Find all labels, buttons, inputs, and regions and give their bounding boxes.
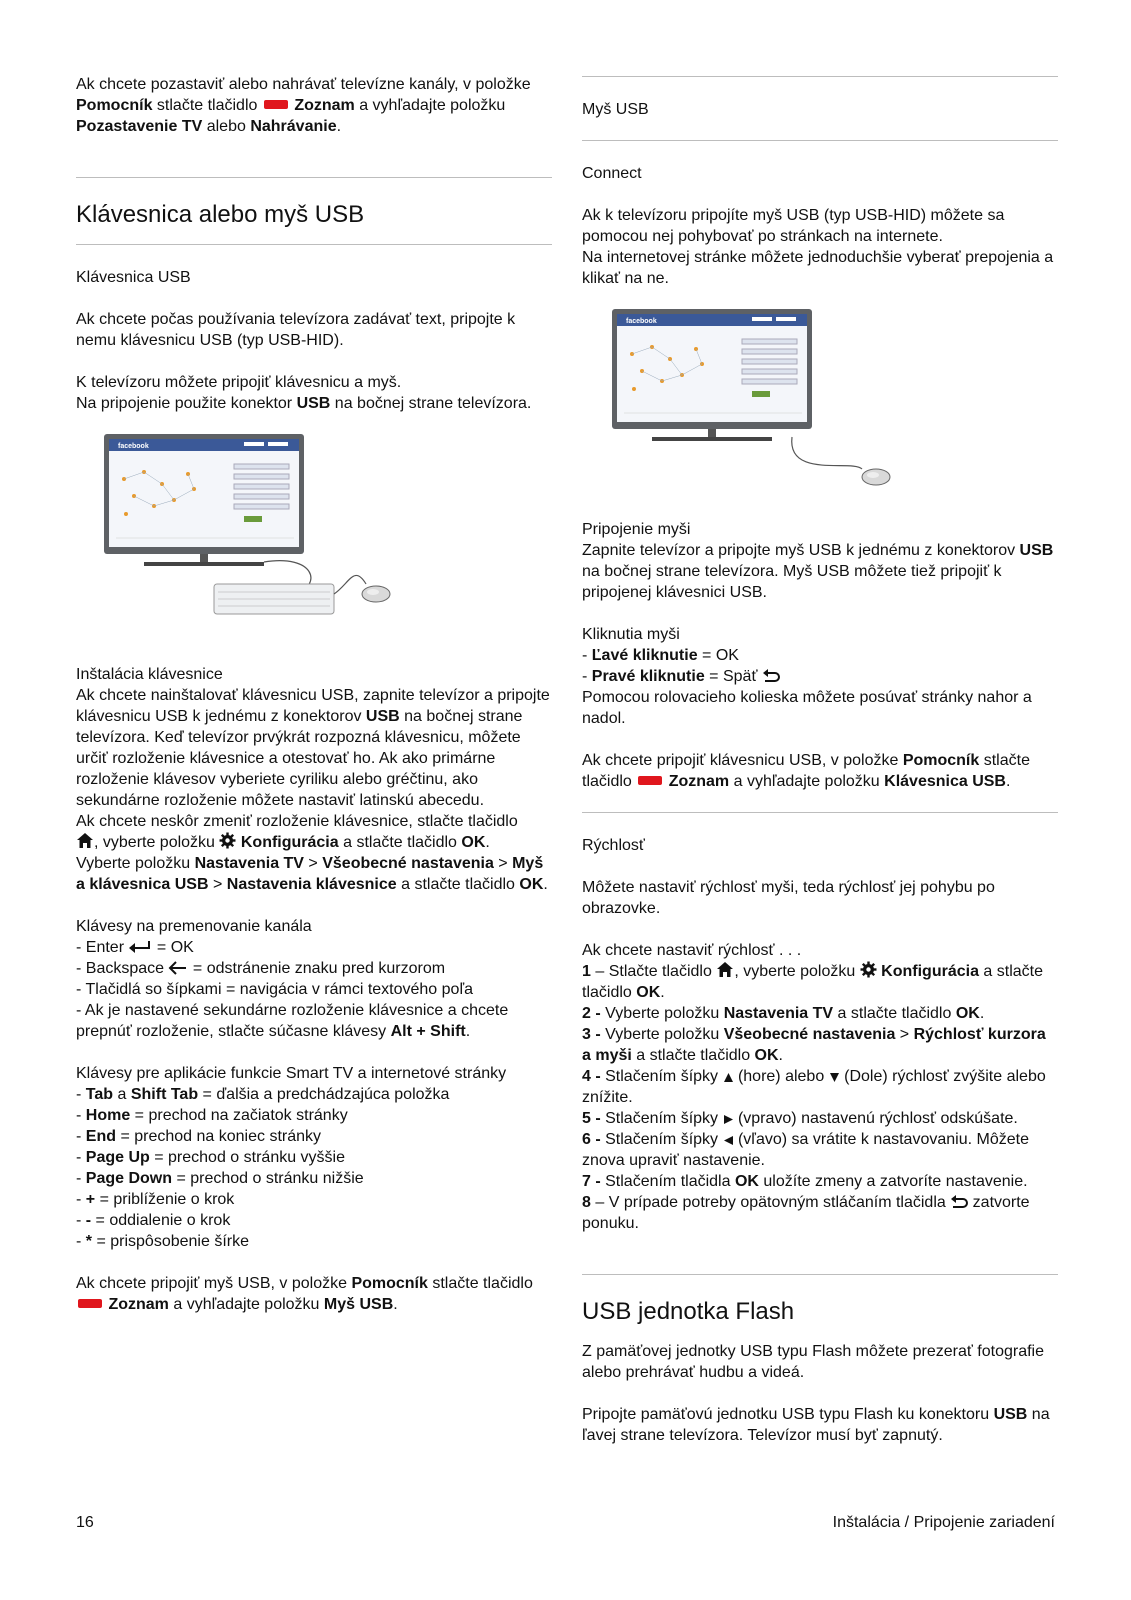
gear-icon bbox=[860, 961, 877, 978]
left-click-line: - Ľavé kliknutie = OK bbox=[582, 647, 739, 664]
list-item: - Page Down = prechod o stránku nižšie bbox=[76, 1170, 364, 1187]
footer-section: Inštalácia / Pripojenie zariadení bbox=[832, 1514, 1055, 1531]
step-6: 6 - Stlačením šípky (vľavo) sa vrátite k nastavovaniu. Môžete znova upraviť nastavenie. bbox=[582, 1131, 1029, 1169]
red-button-icon bbox=[78, 1299, 102, 1308]
left-column bbox=[76, 74, 552, 1315]
flash-paragraph: Z pamäťovej jednotky USB typu Flash môžete prezerať fotografie alebo prehrávať hudbu a videá. bbox=[582, 1343, 1044, 1381]
rename-arrows: - Tlačidlá so šípkami = navigácia v rámci textového poľa bbox=[76, 981, 473, 998]
step-8: 8 – V prípade potreby opätovným stláčaním tlačidla zatvorte ponuku. bbox=[582, 1194, 1030, 1232]
right-click-line: - Pravé kliknutie = Späť bbox=[582, 666, 1058, 687]
list-item: - Tab a Shift Tab = ďalšia a predchádzajúca položka bbox=[76, 1086, 450, 1103]
divider bbox=[582, 76, 1058, 77]
mouse-help-paragraph: Ak chcete pripojiť myš USB, v položke Pomocník stlačte tlačidlo Zoznam a vyhľadajte položku Myš USB. bbox=[76, 1275, 533, 1313]
right-column bbox=[582, 74, 1058, 1446]
connect-heading: Connect bbox=[582, 165, 642, 182]
list-item: - * = prispôsobenie šírke bbox=[76, 1233, 249, 1250]
rename-enter: - Enter = OK bbox=[76, 939, 194, 956]
smart-subheading: Klávesy pre aplikácie funkcie Smart TV a internetové stránky bbox=[76, 1065, 507, 1082]
mouse-intro-paragraph: Ak k televízoru pripojíte myš USB (typ USB-HID) môžete sa pomocou nej pohybovať po stránkach na internete. bbox=[582, 207, 1005, 245]
triangle-right-icon bbox=[723, 1114, 734, 1125]
section-title: Klávesnica alebo myš USB bbox=[76, 201, 365, 228]
triangle-down-icon bbox=[829, 1072, 840, 1083]
tv-mouse-illustration bbox=[582, 289, 1058, 519]
step-1: 1 – Stlačte tlačidlo , vyberte položku Konfigurácia a stlačte tlačidlo OK. bbox=[582, 963, 1043, 1001]
backspace-arrow-icon bbox=[168, 961, 188, 975]
subheading-mouse: Myš USB bbox=[582, 101, 649, 118]
rename-subheading: Klávesy na premenovanie kanála bbox=[76, 918, 312, 935]
back-arrow-icon bbox=[950, 1195, 968, 1209]
back-arrow-icon bbox=[762, 669, 780, 683]
subheading-keyboard: Klávesnica USB bbox=[76, 269, 191, 286]
list-item: - + = priblíženie o krok bbox=[76, 1191, 235, 1208]
step-4: 4 - Stlačením šípky (hore) alebo (Dole) rýchlosť zvýšite alebo znížite. bbox=[582, 1068, 1046, 1106]
triangle-up-icon bbox=[723, 1072, 734, 1083]
connector-paragraph: Na pripojenie použite konektor USB na bočnej strane televízora. bbox=[76, 395, 532, 412]
keyboard-mouse-paragraph: K televízoru môžete pripojiť klávesnicu a myš. bbox=[76, 374, 402, 391]
change-layout-paragraph: Ak chcete neskôr zmeniť rozloženie klávesnice, stlačte tlačidlo , vyberte položku Konfigurácia a stlačte tlačidlo OK. bbox=[76, 813, 518, 851]
steps-intro: Ak chcete nastaviť rýchlosť . . . bbox=[582, 942, 802, 959]
divider bbox=[582, 140, 1058, 141]
flash-connect-paragraph: Pripojte pamäťovú jednotku USB typu Flash ku konektoru USB na ľavej strane televízora. Televízor musí byť zapnutý. bbox=[582, 1406, 1050, 1444]
divider bbox=[76, 244, 552, 245]
divider bbox=[582, 812, 1058, 813]
red-button-icon bbox=[638, 776, 662, 785]
screen-brand-text: facebook bbox=[626, 318, 657, 325]
red-button-icon bbox=[264, 100, 288, 109]
mouse-links-paragraph: Na internetovej stránke môžete jednoduchšie vyberať prepojenia a klikať na ne. bbox=[582, 249, 1054, 287]
install-paragraph: Ak chcete nainštalovať klávesnicu USB, zapnite televízor a pripojte klávesnicu USB k jednému z konektorov USB na bočnej strane televízora. Keď televízor prvýkrát rozpozná klávesnicu, môžete určiť rozloženie klávesnice a otestovať ho. Ak ako primárne rozloženie klávesov vyberiete cyriliku alebo gréčtinu, ako sekundárne rozloženie môžete nastaviť latinskú abecedu. bbox=[76, 687, 550, 809]
connect-mouse-paragraph: Zapnite televízor a pripojte myš USB k jednému z konektorov USB na bočnej strane televízora. Myš USB môžete tiež pripojiť k pripojenej klávesnici USB. bbox=[582, 542, 1054, 601]
list-item: - - = oddialenie o krok bbox=[76, 1212, 231, 1229]
list-item: - Page Up = prechod o stránku vyššie bbox=[76, 1149, 346, 1166]
mouse-clicks-subheading: Kliknutia myši bbox=[582, 626, 680, 643]
gear-icon bbox=[219, 832, 236, 849]
home-icon bbox=[76, 832, 94, 849]
smart-keys-list bbox=[76, 1084, 552, 1252]
tv-keyboard-illustration bbox=[76, 414, 552, 664]
enter-icon bbox=[128, 940, 152, 954]
flash-section-title: USB jednotka Flash bbox=[582, 1298, 795, 1325]
scroll-paragraph: Pomocou rolovacieho kolieska môžete posúvať stránky nahor a nadol. bbox=[582, 689, 1032, 727]
list-item: - End = prechod na koniec stránky bbox=[76, 1128, 322, 1145]
home-icon bbox=[716, 961, 734, 978]
install-subheading: Inštalácia klávesnice bbox=[76, 666, 223, 683]
divider bbox=[76, 177, 552, 178]
step-2: 2 - Vyberte položku Nastavenia TV a stlačte tlačidlo OK. bbox=[582, 1005, 985, 1022]
speed-paragraph: Môžete nastaviť rýchlosť myši, teda rýchlosť jej pohybu po obrazovke. bbox=[582, 879, 995, 917]
intro-paragraph: Ak chcete pozastaviť alebo nahrávať televízne kanály, v položke Pomocník stlačte tlačidlo Zoznam a vyhľadajte položku Pozastavenie TV alebo Nahrávanie. bbox=[76, 76, 531, 135]
list-item: - Home = prechod na začiatok stránky bbox=[76, 1107, 348, 1124]
connect-mouse-subheading: Pripojenie myši bbox=[582, 521, 691, 538]
step-5: 5 - Stlačením šípky (vpravo) nastavenú rýchlosť odskúšate. bbox=[582, 1110, 1018, 1127]
rename-backspace: - Backspace = odstránenie znaku pred kurzorom bbox=[76, 960, 446, 977]
change-layout-path: Vyberte položku Nastavenia TV > Všeobecné nastavenia > Myš a klávesnica USB > Nastavenia klávesnice a stlačte tlačidlo OK. bbox=[76, 855, 548, 893]
keyboard-paragraph: Ak chcete počas používania televízora zadávať text, pripojte k nemu klávesnicu USB (typ USB-HID). bbox=[76, 311, 516, 349]
screen-brand-text: facebook bbox=[118, 443, 149, 450]
page-number: 16 bbox=[76, 1514, 94, 1531]
speed-subheading: Rýchlosť bbox=[582, 837, 645, 854]
triangle-left-icon bbox=[723, 1135, 734, 1146]
divider bbox=[582, 1274, 1058, 1275]
rename-secondary: - Ak je nastavené sekundárne rozloženie klávesnice a chcete prepnúť rozloženie, stlačte súčasne klávesy Alt + Shift. bbox=[76, 1002, 509, 1040]
keyboard-help-paragraph: Ak chcete pripojiť klávesnicu USB, v položke Pomocník stlačte tlačidlo Zoznam a vyhľadajte položku Klávesnica USB. bbox=[582, 752, 1030, 790]
step-7: 7 - Stlačením tlačidla OK uložíte zmeny a zatvoríte nastavenie. bbox=[582, 1173, 1028, 1190]
step-3: 3 - Vyberte položku Všeobecné nastavenia > Rýchlosť kurzora a myši a stlačte tlačidlo OK. bbox=[582, 1026, 1046, 1064]
